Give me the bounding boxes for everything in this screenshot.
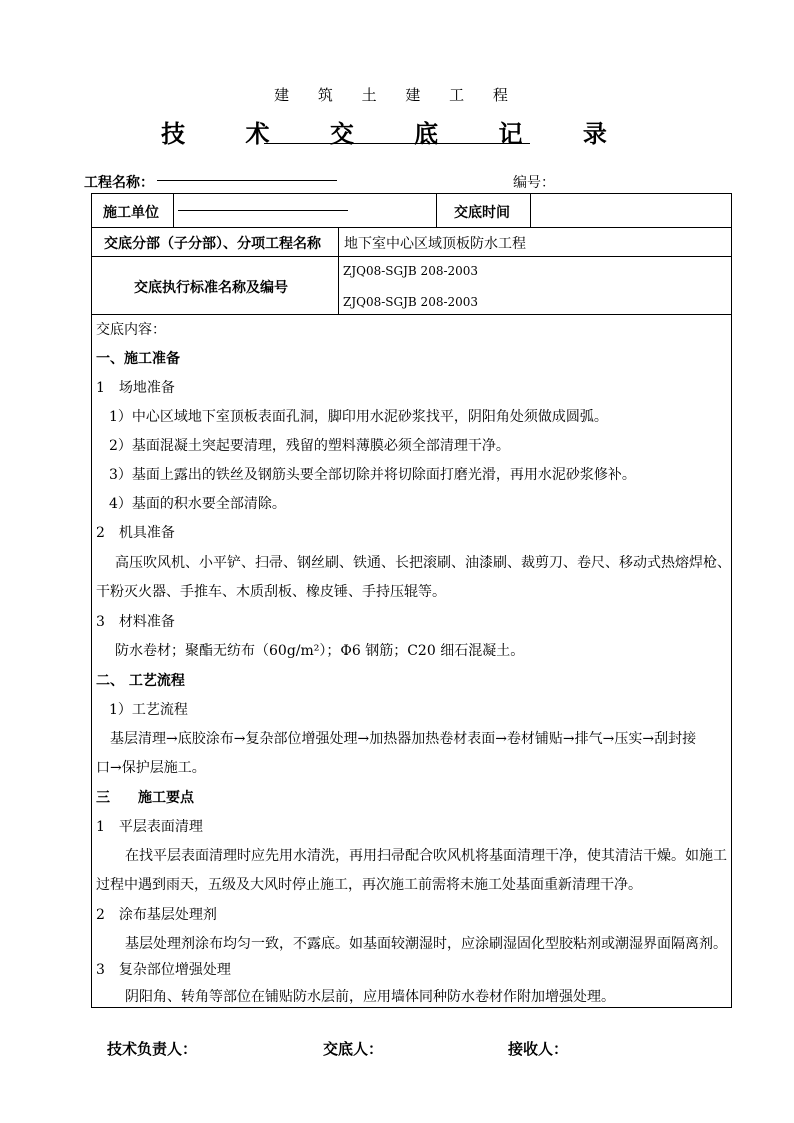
content-line: 阴阳角、转角等部位在铺贴防水层前，应用墙体同种防水卷材作附加增强处理。 <box>125 989 615 1005</box>
subsection-heading: 1 场地准备 <box>96 380 175 396</box>
content-line: 干粉灭火器、手推车、木质刮板、橡皮锤、手持压辊等。 <box>96 584 446 600</box>
subsection-heading: 1 平层表面清理 <box>96 819 203 835</box>
section-heading: 三 施工要点 <box>96 790 194 806</box>
row-divider <box>91 314 732 315</box>
col-divider <box>530 193 531 227</box>
row-divider <box>91 256 732 257</box>
content-line: 3）基面上露出的铁丝及钢筋头要全部切除并将切除面打磨光滑，再用水泥砂浆修补。 <box>109 467 636 483</box>
content-line: 基层处理剂涂布均匀一致，不露底。如基面较潮湿时，应涂刷湿固化型胶粘剂或潮湿界面隔离剂。 <box>125 936 727 952</box>
subsection-heading: 1）工艺流程 <box>109 702 188 718</box>
standard-code: ZJQ08-SGJB 208-2003 <box>343 264 479 278</box>
subsection-heading: 3 材料准备 <box>96 614 175 630</box>
division-value: 地下室中心区域顶板防水工程 <box>344 236 526 252</box>
content-line: 口→保护层施工。 <box>96 760 206 776</box>
col-divider <box>173 193 174 227</box>
section-heading: 一、施工准备 <box>96 351 180 367</box>
content-line: 4）基面的积水要全部清除。 <box>109 496 286 512</box>
time-label: 交底时间 <box>454 205 510 221</box>
discloser-label: 交底人： <box>323 1040 384 1058</box>
content-line: 防水卷材；聚酯无纺布（60g/m²）；Φ6 钢筋；C20 细石混凝土。 <box>115 643 525 659</box>
col-divider <box>338 227 339 314</box>
content-line: 基层清理→底胶涂布→复杂部位增强处理→加热器加热卷材表面→卷材铺贴→排气→压实→刮封接 <box>110 731 697 747</box>
content-line: 在找平层表面清理时应先用水清洗，再用扫帚配合吹风机将基面清理干净，使其清洁干燥。如施工 <box>125 848 727 864</box>
row-divider <box>91 227 732 228</box>
content-line: 过程中遇到雨天，五级及大风时停止施工，再次施工前需将未施工处基面重新清理干净。 <box>96 877 642 893</box>
subsection-heading: 3 复杂部位增强处理 <box>96 962 231 978</box>
section-heading: 二、 工艺流程 <box>96 673 185 689</box>
receiver-label: 接收人： <box>508 1040 569 1058</box>
content-line: 2）基面混凝土突起要清理，残留的塑料薄膜必须全部清理干净。 <box>109 438 510 454</box>
unit-label: 施工单位 <box>103 205 159 221</box>
content-heading: 交底内容： <box>96 322 166 338</box>
standard-code: ZJQ08-SGJB 208-2003 <box>343 295 479 309</box>
content-line: 1）中心区域地下室顶板表面孔洞，脚印用水泥砂浆找平，阴阳角处须做成圆弧。 <box>109 409 608 425</box>
doc-subtitle: 建 筑 土 建 工 程 <box>274 86 520 104</box>
col-divider <box>436 193 437 227</box>
unit-blank <box>178 210 348 211</box>
number-label: 编号： <box>513 175 555 191</box>
content-line: 高压吹风机、小平铲、扫帚、钢丝刷、铁通、长把滚刷、油漆刷、裁剪刀、卷尺、移动式热熔焊枪、 <box>115 555 731 571</box>
project-name-label: 工程名称： <box>84 175 154 191</box>
subsection-heading: 2 涂布基层处理剂 <box>96 907 217 923</box>
project-name-blank <box>157 180 337 181</box>
title-underline <box>264 143 530 144</box>
standard-label: 交底执行标准名称及编号 <box>134 280 288 296</box>
doc-title: 技 术 交 底 记 录 <box>161 119 633 148</box>
division-label: 交底分部（子分部）、分项工程名称 <box>104 236 321 252</box>
tech-lead-label: 技术负责人： <box>107 1040 198 1058</box>
subsection-heading: 2 机具准备 <box>96 525 175 541</box>
